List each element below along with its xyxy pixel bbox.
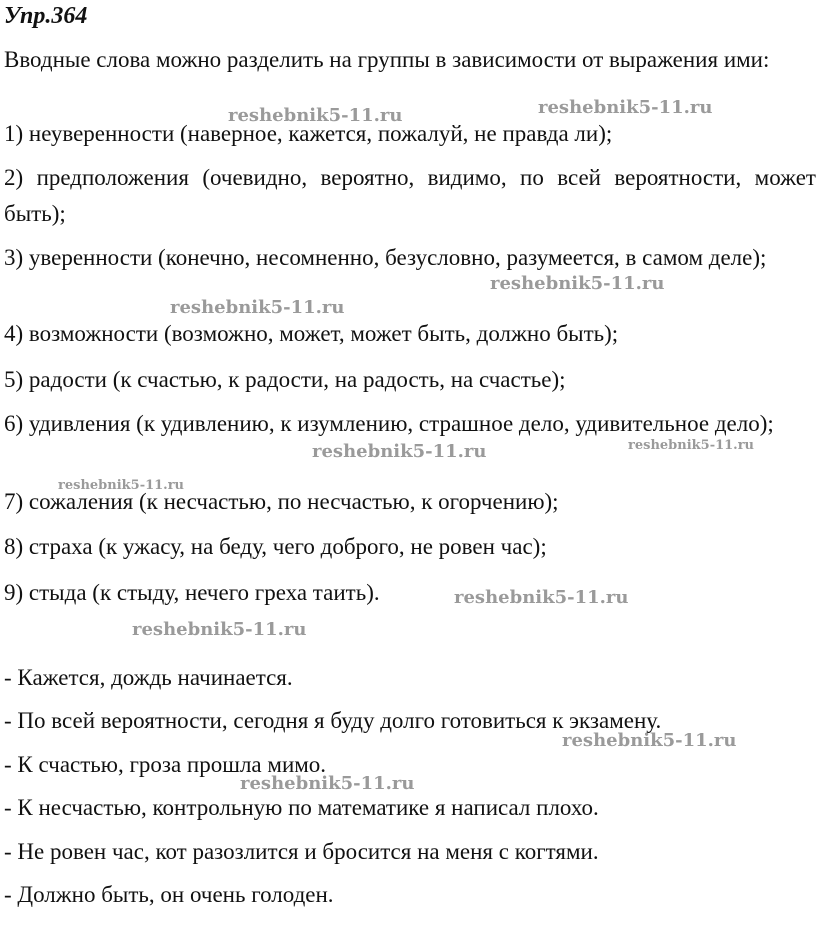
group-item-3: 3) уверенности (конечно, несомненно, безусловно, разумеется, в самом деле); <box>4 245 767 270</box>
group-item-8: 8) страха (к ужасу, на беду, чего доброго, не ровен час); <box>4 534 547 559</box>
group-item-4: 4) возможности (возможно, может, может быть, должно быть); <box>4 321 619 346</box>
example-sentence-1: - Кажется, дождь начинается. <box>4 665 293 690</box>
group-item-1: 1) неуверенности (наверное, кажется, пожалуй, не правда ли); <box>4 121 613 146</box>
watermark: reshebnik5-11.ru <box>240 773 415 794</box>
example-sentence-3: - К счастью, гроза прошла мимо. <box>4 752 327 777</box>
example-sentence-6: - Должно быть, он очень голоден. <box>4 882 334 907</box>
watermark: reshebnik5-11.ru <box>312 441 487 462</box>
watermark: reshebnik5-11.ru <box>58 478 185 493</box>
watermark: reshebnik5-11.ru <box>228 105 403 126</box>
watermark: reshebnik5-11.ru <box>132 619 307 640</box>
watermark: reshebnik5-11.ru <box>562 730 737 751</box>
example-sentence-4: - К несчастью, контрольную по математике я написал плохо. <box>4 795 599 820</box>
example-sentence-5: - Не ровен час, кот разозлится и бросится на меня с когтями. <box>4 839 599 864</box>
watermark: reshebnik5-11.ru <box>454 587 629 608</box>
exercise-title: Упр.364 <box>4 3 88 29</box>
group-item-2: 2) предположения (очевидно, вероятно, видимо, по всей вероятности, может быть); <box>4 165 816 226</box>
watermark: reshebnik5-11.ru <box>490 273 665 294</box>
example-sentence-2: - По всей вероятности, сегодня я буду долго готовиться к экзамену. <box>4 708 662 733</box>
group-item-6: 6) удивления (к удивлению, к изумлению, страшное дело, удивительное дело); <box>4 411 774 436</box>
group-item-5: 5) радости (к счастью, к радости, на радость, на счастье); <box>4 367 566 392</box>
watermark: reshebnik5-11.ru <box>538 97 713 118</box>
watermark: reshebnik5-11.ru <box>170 297 345 318</box>
group-item-9: 9) стыда (к стыду, нечего греха таить). <box>4 580 380 605</box>
intro-paragraph: Вводные слова можно разделить на группы в зависимости от выражения ими: <box>4 47 770 72</box>
group-item-7: 7) сожаления (к несчастью, по несчастью, к огорчению); <box>4 489 559 514</box>
watermark: reshebnik5-11.ru <box>628 438 755 453</box>
